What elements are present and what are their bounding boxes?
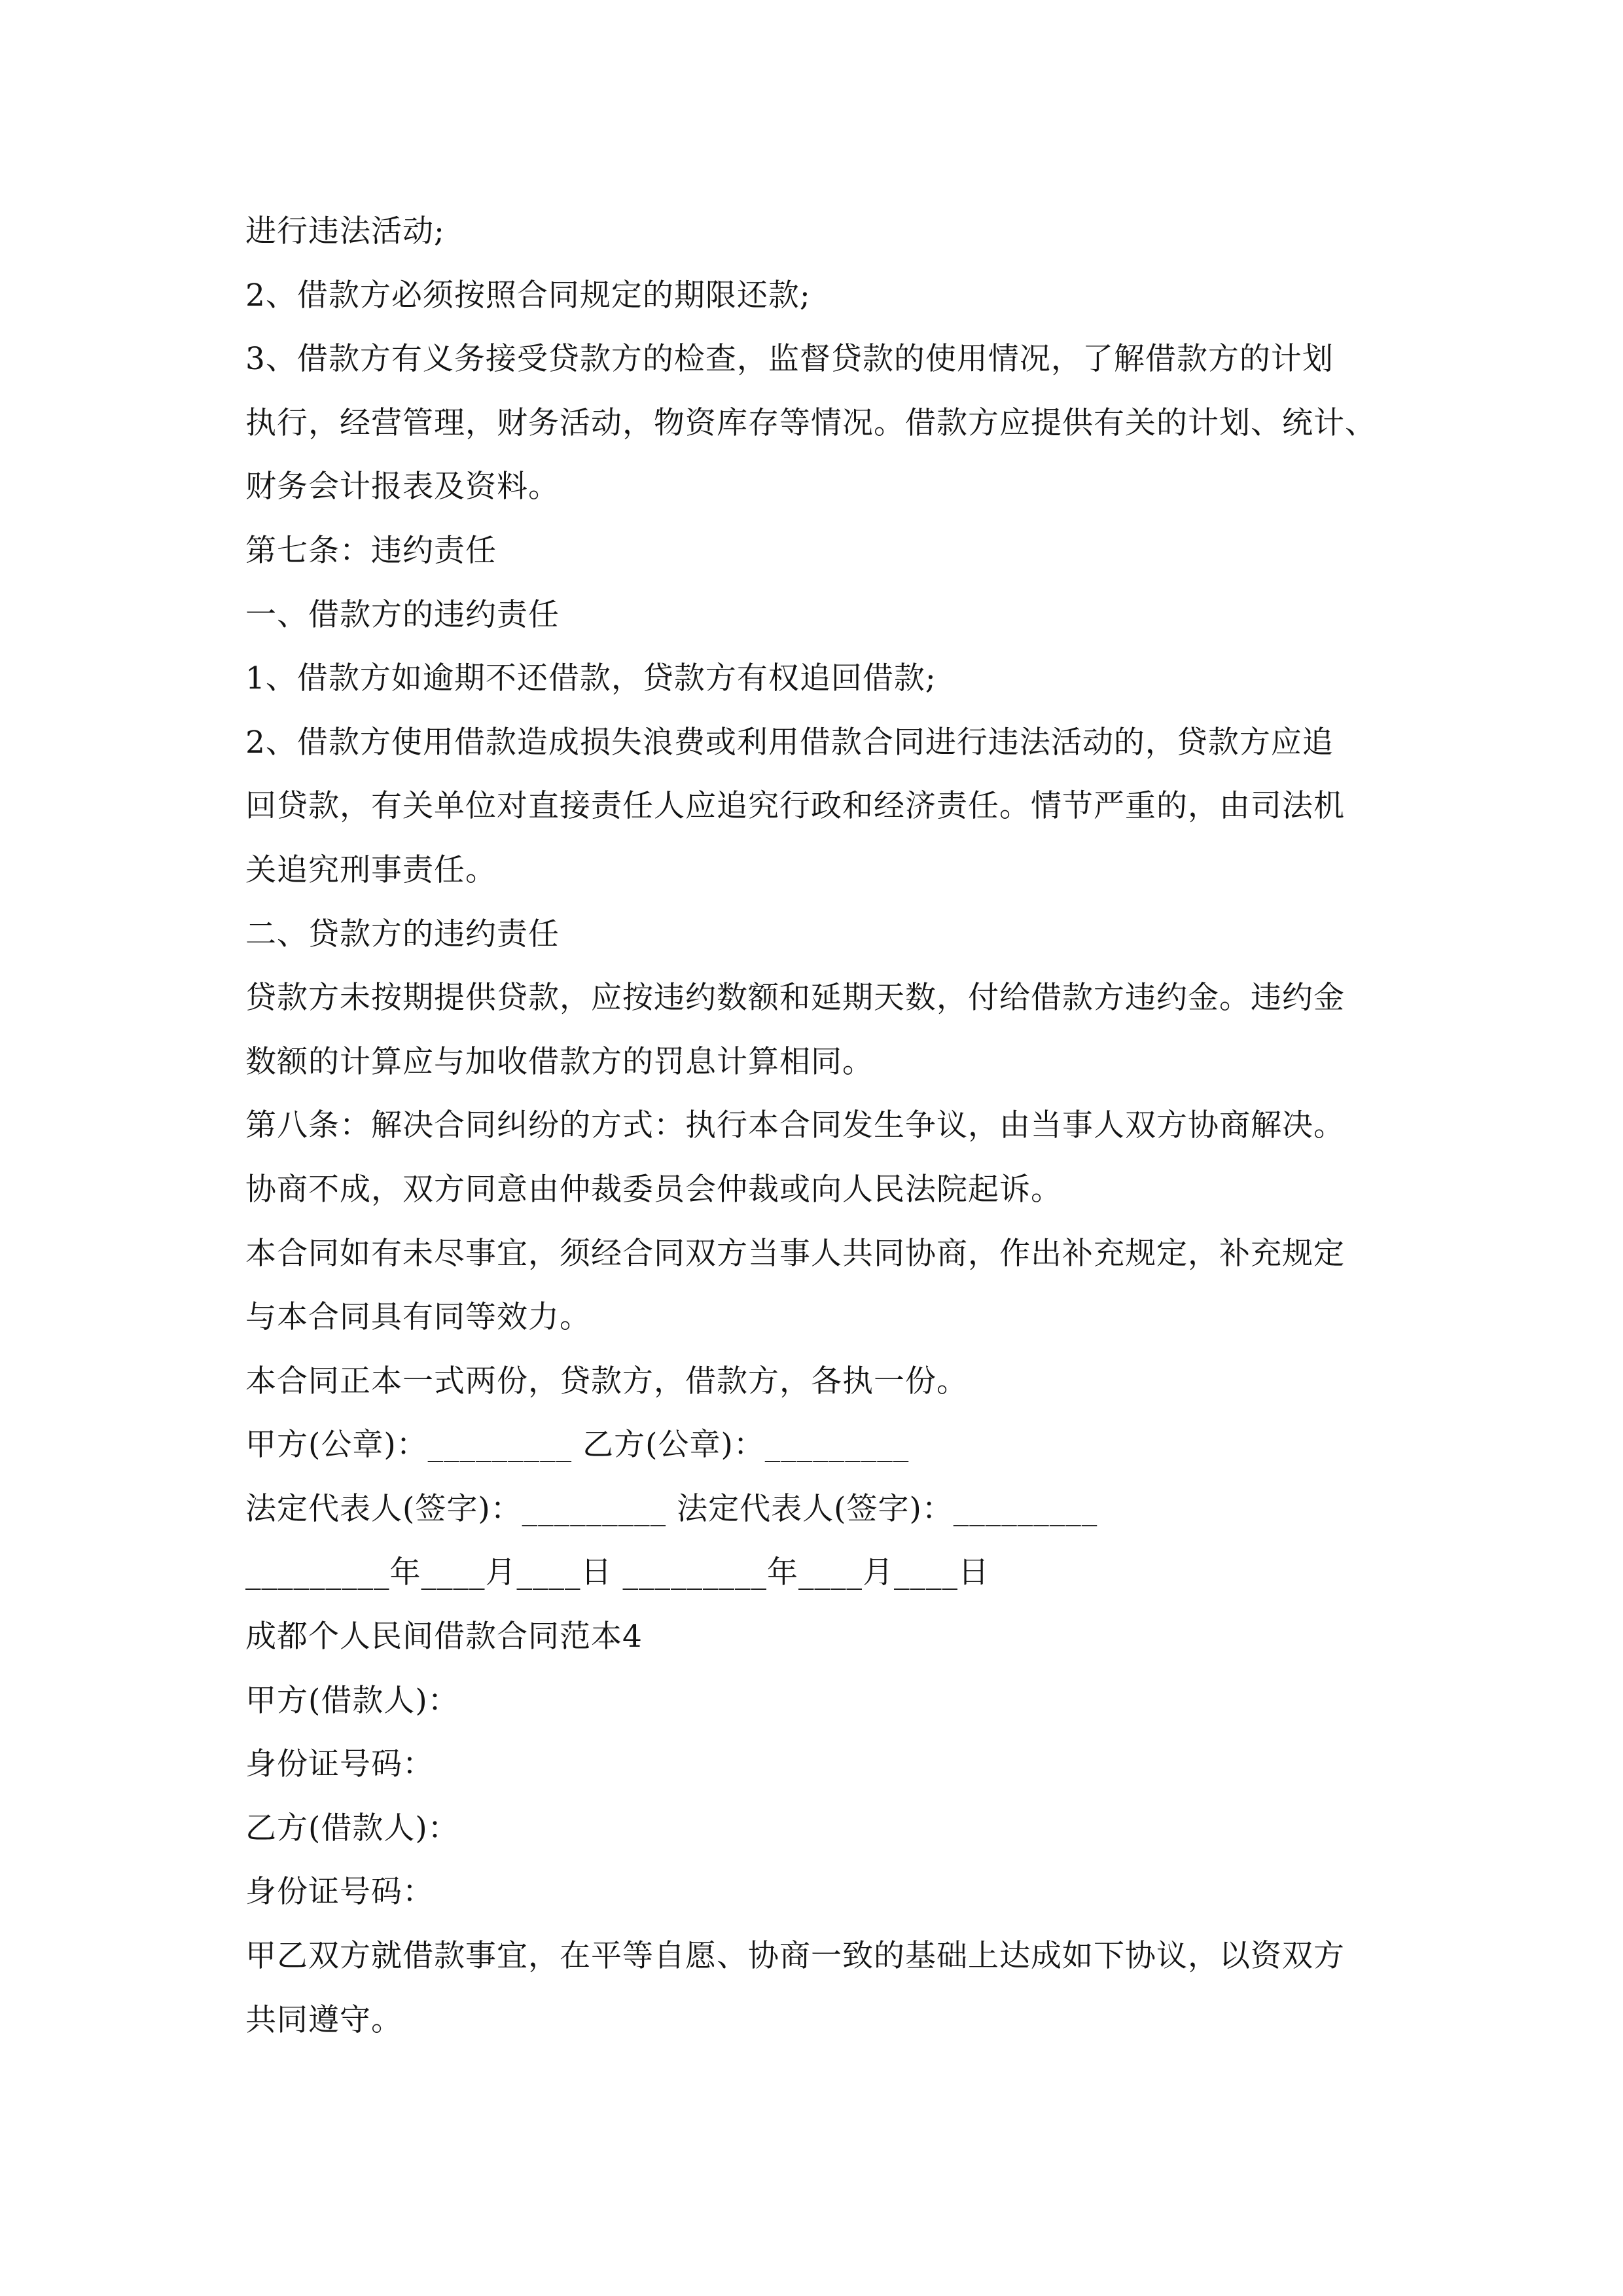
text-line: 3、借款方有义务接受贷款方的检查，监督贷款的使用情况，了解借款方的计划 bbox=[245, 341, 1334, 378]
signature-line: 法定代表人(签字)：_________ 法定代表人(签字)：_________ bbox=[245, 1490, 1098, 1527]
party-b-field: 乙方(借款人)： bbox=[245, 1810, 459, 1846]
text-line: 贷款方未按期提供贷款，应按违约数额和延期天数，付给借款方违约金。违约金 bbox=[245, 980, 1345, 1016]
document-body bbox=[245, 200, 1381, 2052]
text-line: 本合同如有未尽事宜，须经合同双方当事人共同协商，作出补充规定，补充规定 bbox=[245, 1235, 1345, 1272]
seal-line: 甲方(公章)：_________ 乙方(公章)：_________ bbox=[245, 1427, 910, 1463]
text-line: 协商不成，双方同意由仲裁委员会仲裁或向人民法院起诉。 bbox=[245, 1171, 1062, 1208]
subsection-heading: 一、借款方的违约责任 bbox=[245, 596, 560, 633]
text-line: 回贷款，有关单位对直接责任人应追究行政和经济责任。情节严重的，由司法机 bbox=[245, 788, 1345, 825]
text-line: 本合同正本一式两份，贷款方，借款方，各执一份。 bbox=[245, 1363, 968, 1399]
text-line: 财务会计报表及资料。 bbox=[245, 469, 560, 505]
text-line: 共同遵守。 bbox=[245, 2001, 402, 2038]
id-number-field: 身份证号码： bbox=[245, 1874, 434, 1910]
party-a-field: 甲方(借款人)： bbox=[245, 1682, 459, 1719]
section-heading: 第八条：解决合同纠纷的方式：执行本合同发生争议，由当事人双方协商解决。 bbox=[245, 1107, 1345, 1144]
text-line: 与本合同具有同等效力。 bbox=[245, 1299, 591, 1336]
id-number-field: 身份证号码： bbox=[245, 1746, 434, 1783]
text-line: 2、借款方使用借款造成损失浪费或利用借款合同进行违法活动的，贷款方应追 bbox=[245, 724, 1334, 761]
text-line: 关追究刑事责任。 bbox=[245, 852, 497, 888]
date-line: _________年____月____日 _________年____月____日 bbox=[245, 1554, 990, 1591]
subsection-heading: 二、贷款方的违约责任 bbox=[245, 916, 560, 952]
text-line: 进行违法活动; bbox=[245, 213, 445, 249]
contract-title: 成都个人民间借款合同范本4 bbox=[245, 1619, 643, 1655]
text-line: 2、借款方必须按照合同规定的期限还款; bbox=[245, 277, 811, 314]
section-heading: 第七条：违约责任 bbox=[245, 532, 497, 569]
text-line: 数额的计算应与加收借款方的罚息计算相同。 bbox=[245, 1043, 874, 1080]
text-line: 执行，经营管理，财务活动，物资库存等情况。借款方应提供有关的计划、统计、 bbox=[245, 404, 1376, 441]
text-line: 甲乙双方就借款事宜，在平等自愿、协商一致的基础上达成如下协议，以资双方 bbox=[245, 1938, 1345, 1975]
text-line: 1、借款方如逾期不还借款，贷款方有权追回借款; bbox=[245, 660, 936, 697]
